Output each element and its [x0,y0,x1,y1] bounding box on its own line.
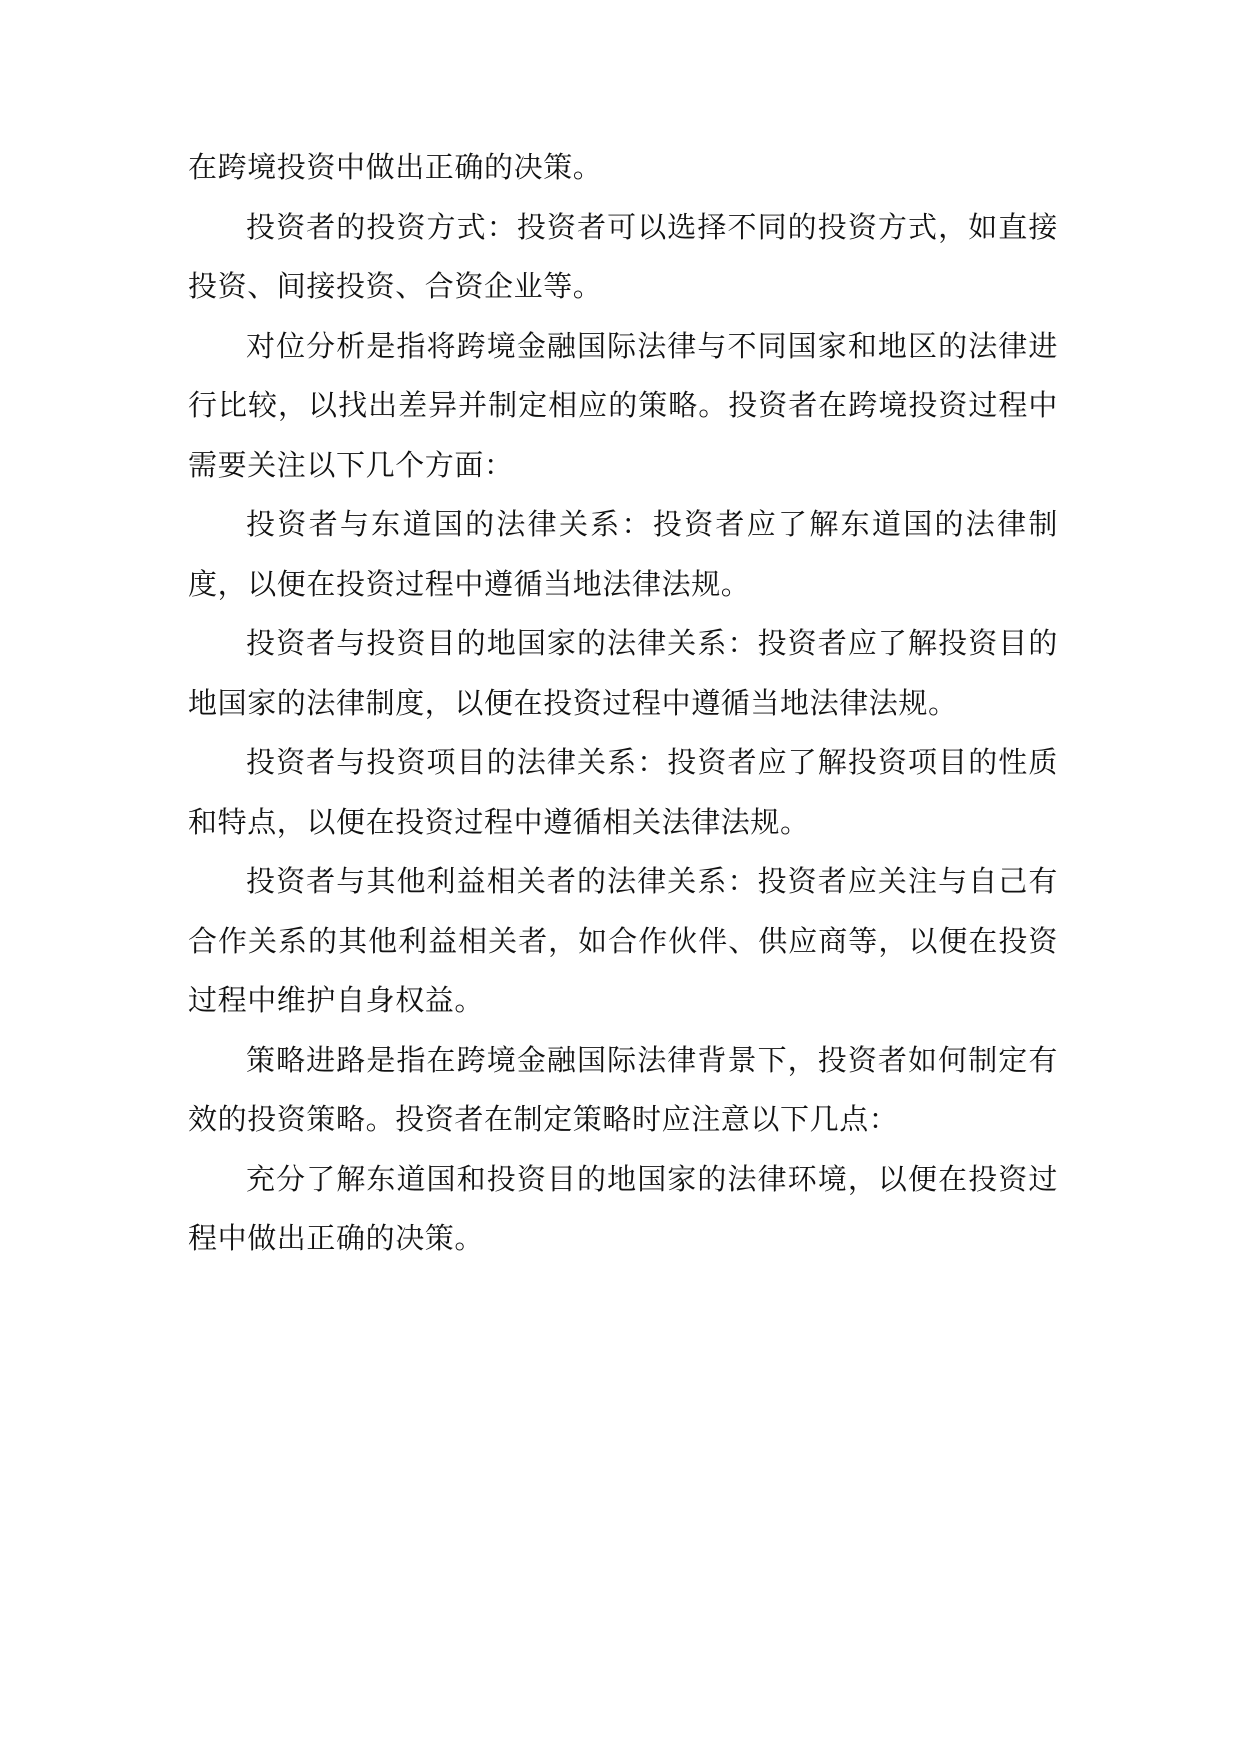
paragraph-3: 对位分析是指将跨境金融国际法律与不同国家和地区的法律进行比较，以找出差异并制定相应的策略。投资者在跨境投资过程中需要关注以下几个方面： [188,328,1058,482]
paragraph-4: 投资者与东道国的法律关系：投资者应了解东道国的法律制度，以便在投资过程中遵循当地法律法规。 [188,507,1058,601]
paragraph-9: 充分了解东道国和投资目的地国家的法律环境，以便在投资过程中做出正确的决策。 [188,1161,1058,1255]
paragraph-6: 投资者与投资项目的法律关系：投资者应了解投资项目的性质和特点，以便在投资过程中遵循相关法律法规。 [188,745,1058,839]
paragraph-1: 在跨境投资中做出正确的决策。 [188,150,603,184]
document-body [188,138,1058,1269]
paragraph-5: 投资者与投资目的地国家的法律关系：投资者应了解投资目的地国家的法律制度，以便在投资过程中遵循当地法律法规。 [188,626,1058,720]
paragraph-7: 投资者与其他利益相关者的法律关系：投资者应关注与自己有合作关系的其他利益相关者，如合作伙伴、供应商等，以便在投资过程中维护自身权益。 [188,864,1058,1017]
paragraph-8: 策略进路是指在跨境金融国际法律背景下，投资者如何制定有效的投资策略。投资者在制定策略时应注意以下几点： [188,1042,1058,1136]
paragraph-2: 投资者的投资方式：投资者可以选择不同的投资方式，如直接投资、间接投资、合资企业等。 [188,209,1058,303]
